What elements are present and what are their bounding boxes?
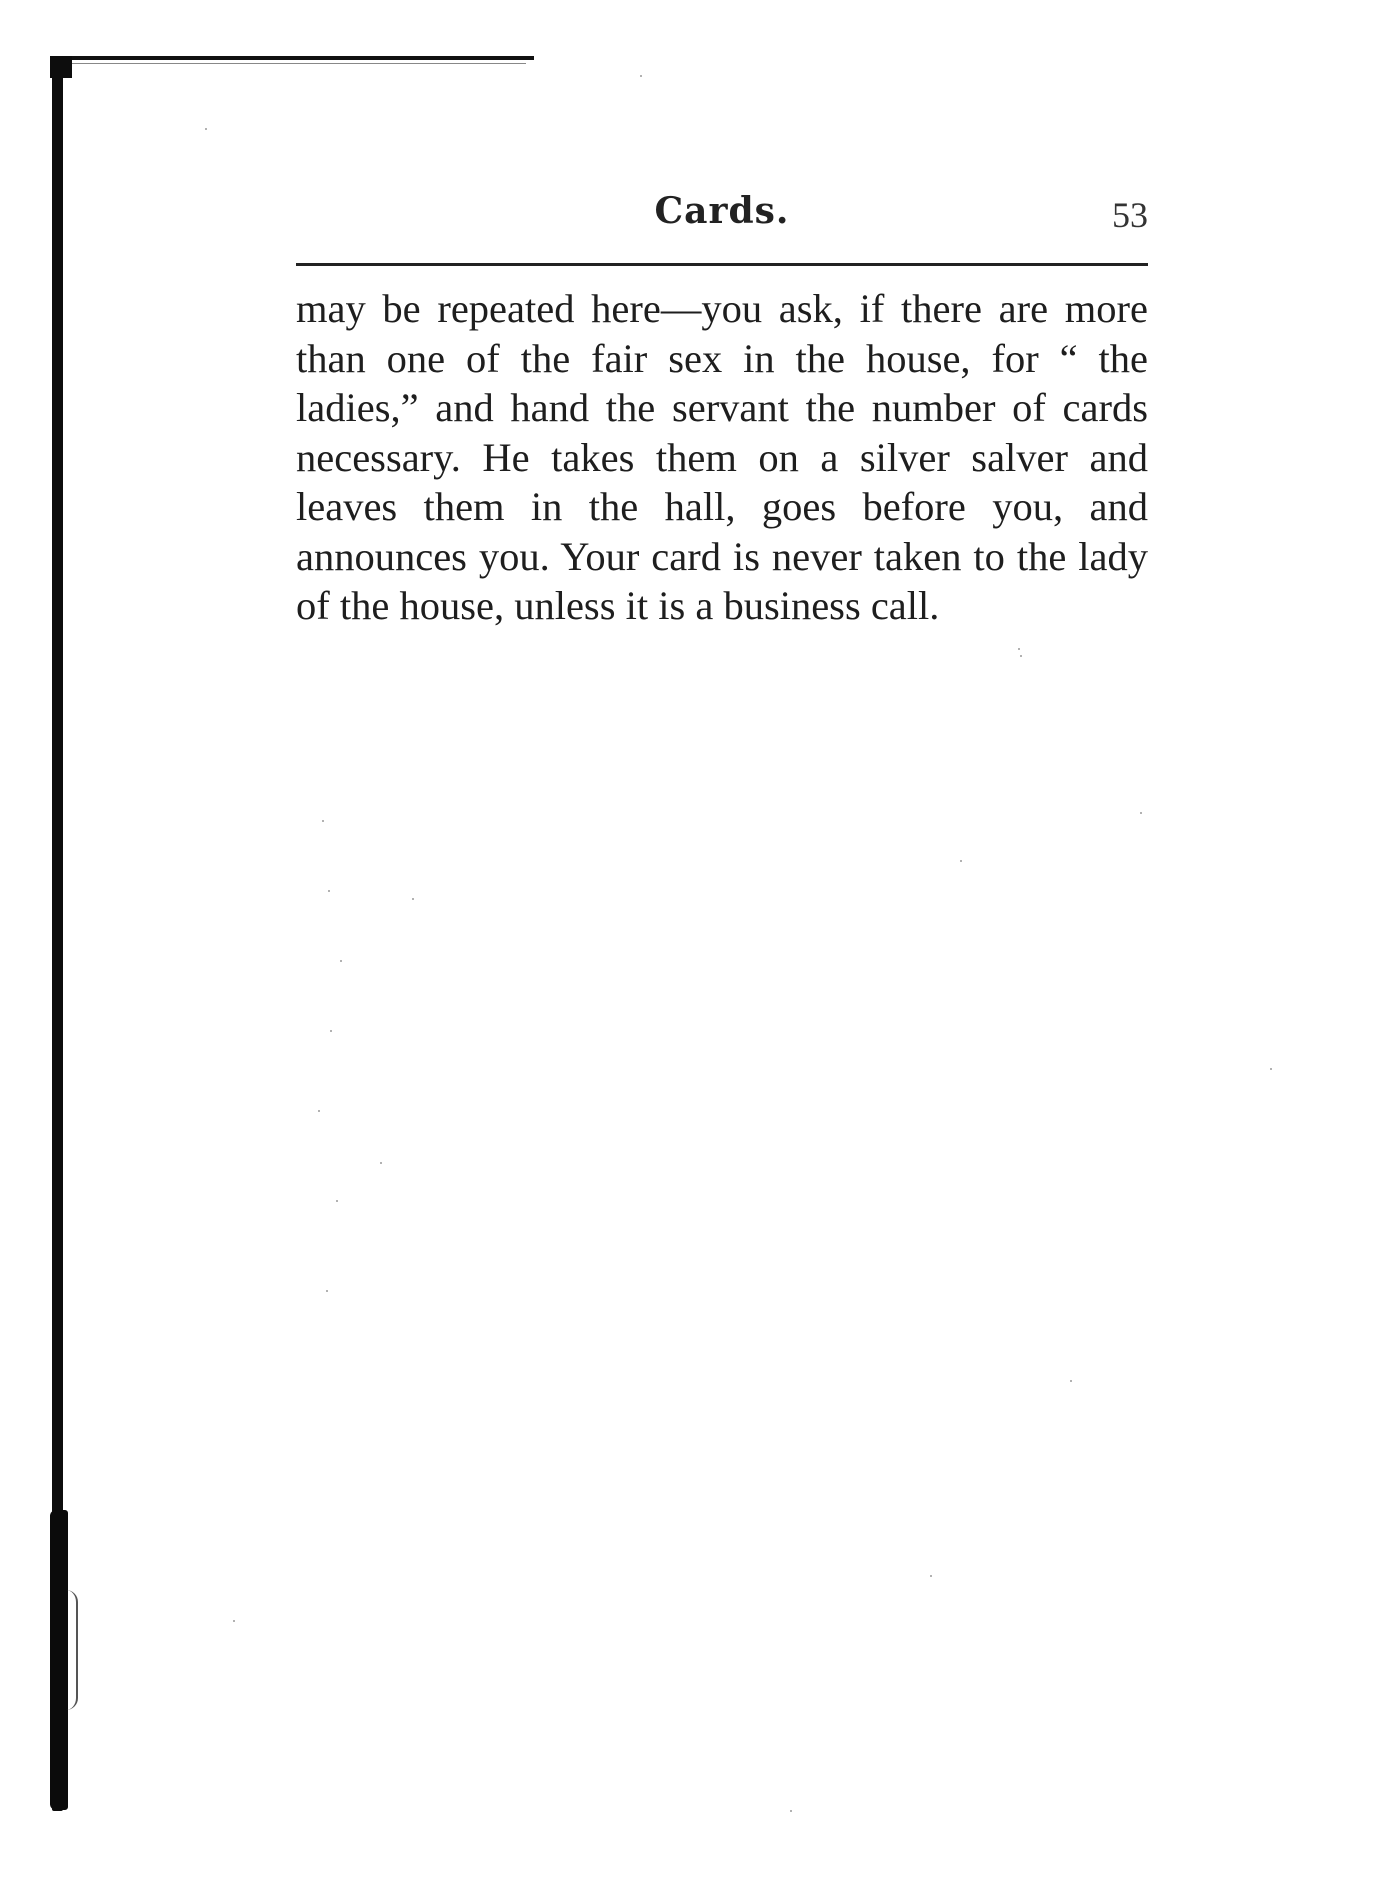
speck xyxy=(233,1620,235,1622)
page-number: 53 xyxy=(1112,195,1148,235)
speck xyxy=(330,1030,332,1032)
speck xyxy=(380,1162,382,1164)
speck xyxy=(318,1110,320,1112)
speck xyxy=(328,890,330,892)
speck xyxy=(930,1575,932,1577)
speck xyxy=(326,1290,328,1292)
page-top-edge-shadow xyxy=(56,63,526,64)
running-head-title: Cards. xyxy=(654,190,790,232)
speck xyxy=(790,1810,792,1812)
speck xyxy=(336,1200,338,1202)
header-rule xyxy=(296,263,1148,266)
speck xyxy=(1020,655,1022,657)
speck xyxy=(412,898,414,900)
speck xyxy=(322,820,324,822)
body-paragraph: may be repeated here—you ask, if there are more than one of the fair sex in the house, for “ the ladies,” and hand the servant the number of cards necessary. He takes them on a silver salver and leaves them in the hall, goes before you, and announces you. Your card is never taken to the lady of the house, unless it is a business call. xyxy=(296,286,1148,628)
page-top-edge xyxy=(50,56,534,60)
speck xyxy=(1140,812,1142,814)
speck xyxy=(340,960,342,962)
speck xyxy=(1270,1068,1272,1070)
running-head xyxy=(296,190,1148,240)
speck xyxy=(205,128,207,130)
speck xyxy=(1070,1380,1072,1382)
speck xyxy=(1018,648,1020,650)
binding-edge-curl xyxy=(66,1590,78,1710)
speck xyxy=(640,75,642,77)
speck xyxy=(960,860,962,862)
